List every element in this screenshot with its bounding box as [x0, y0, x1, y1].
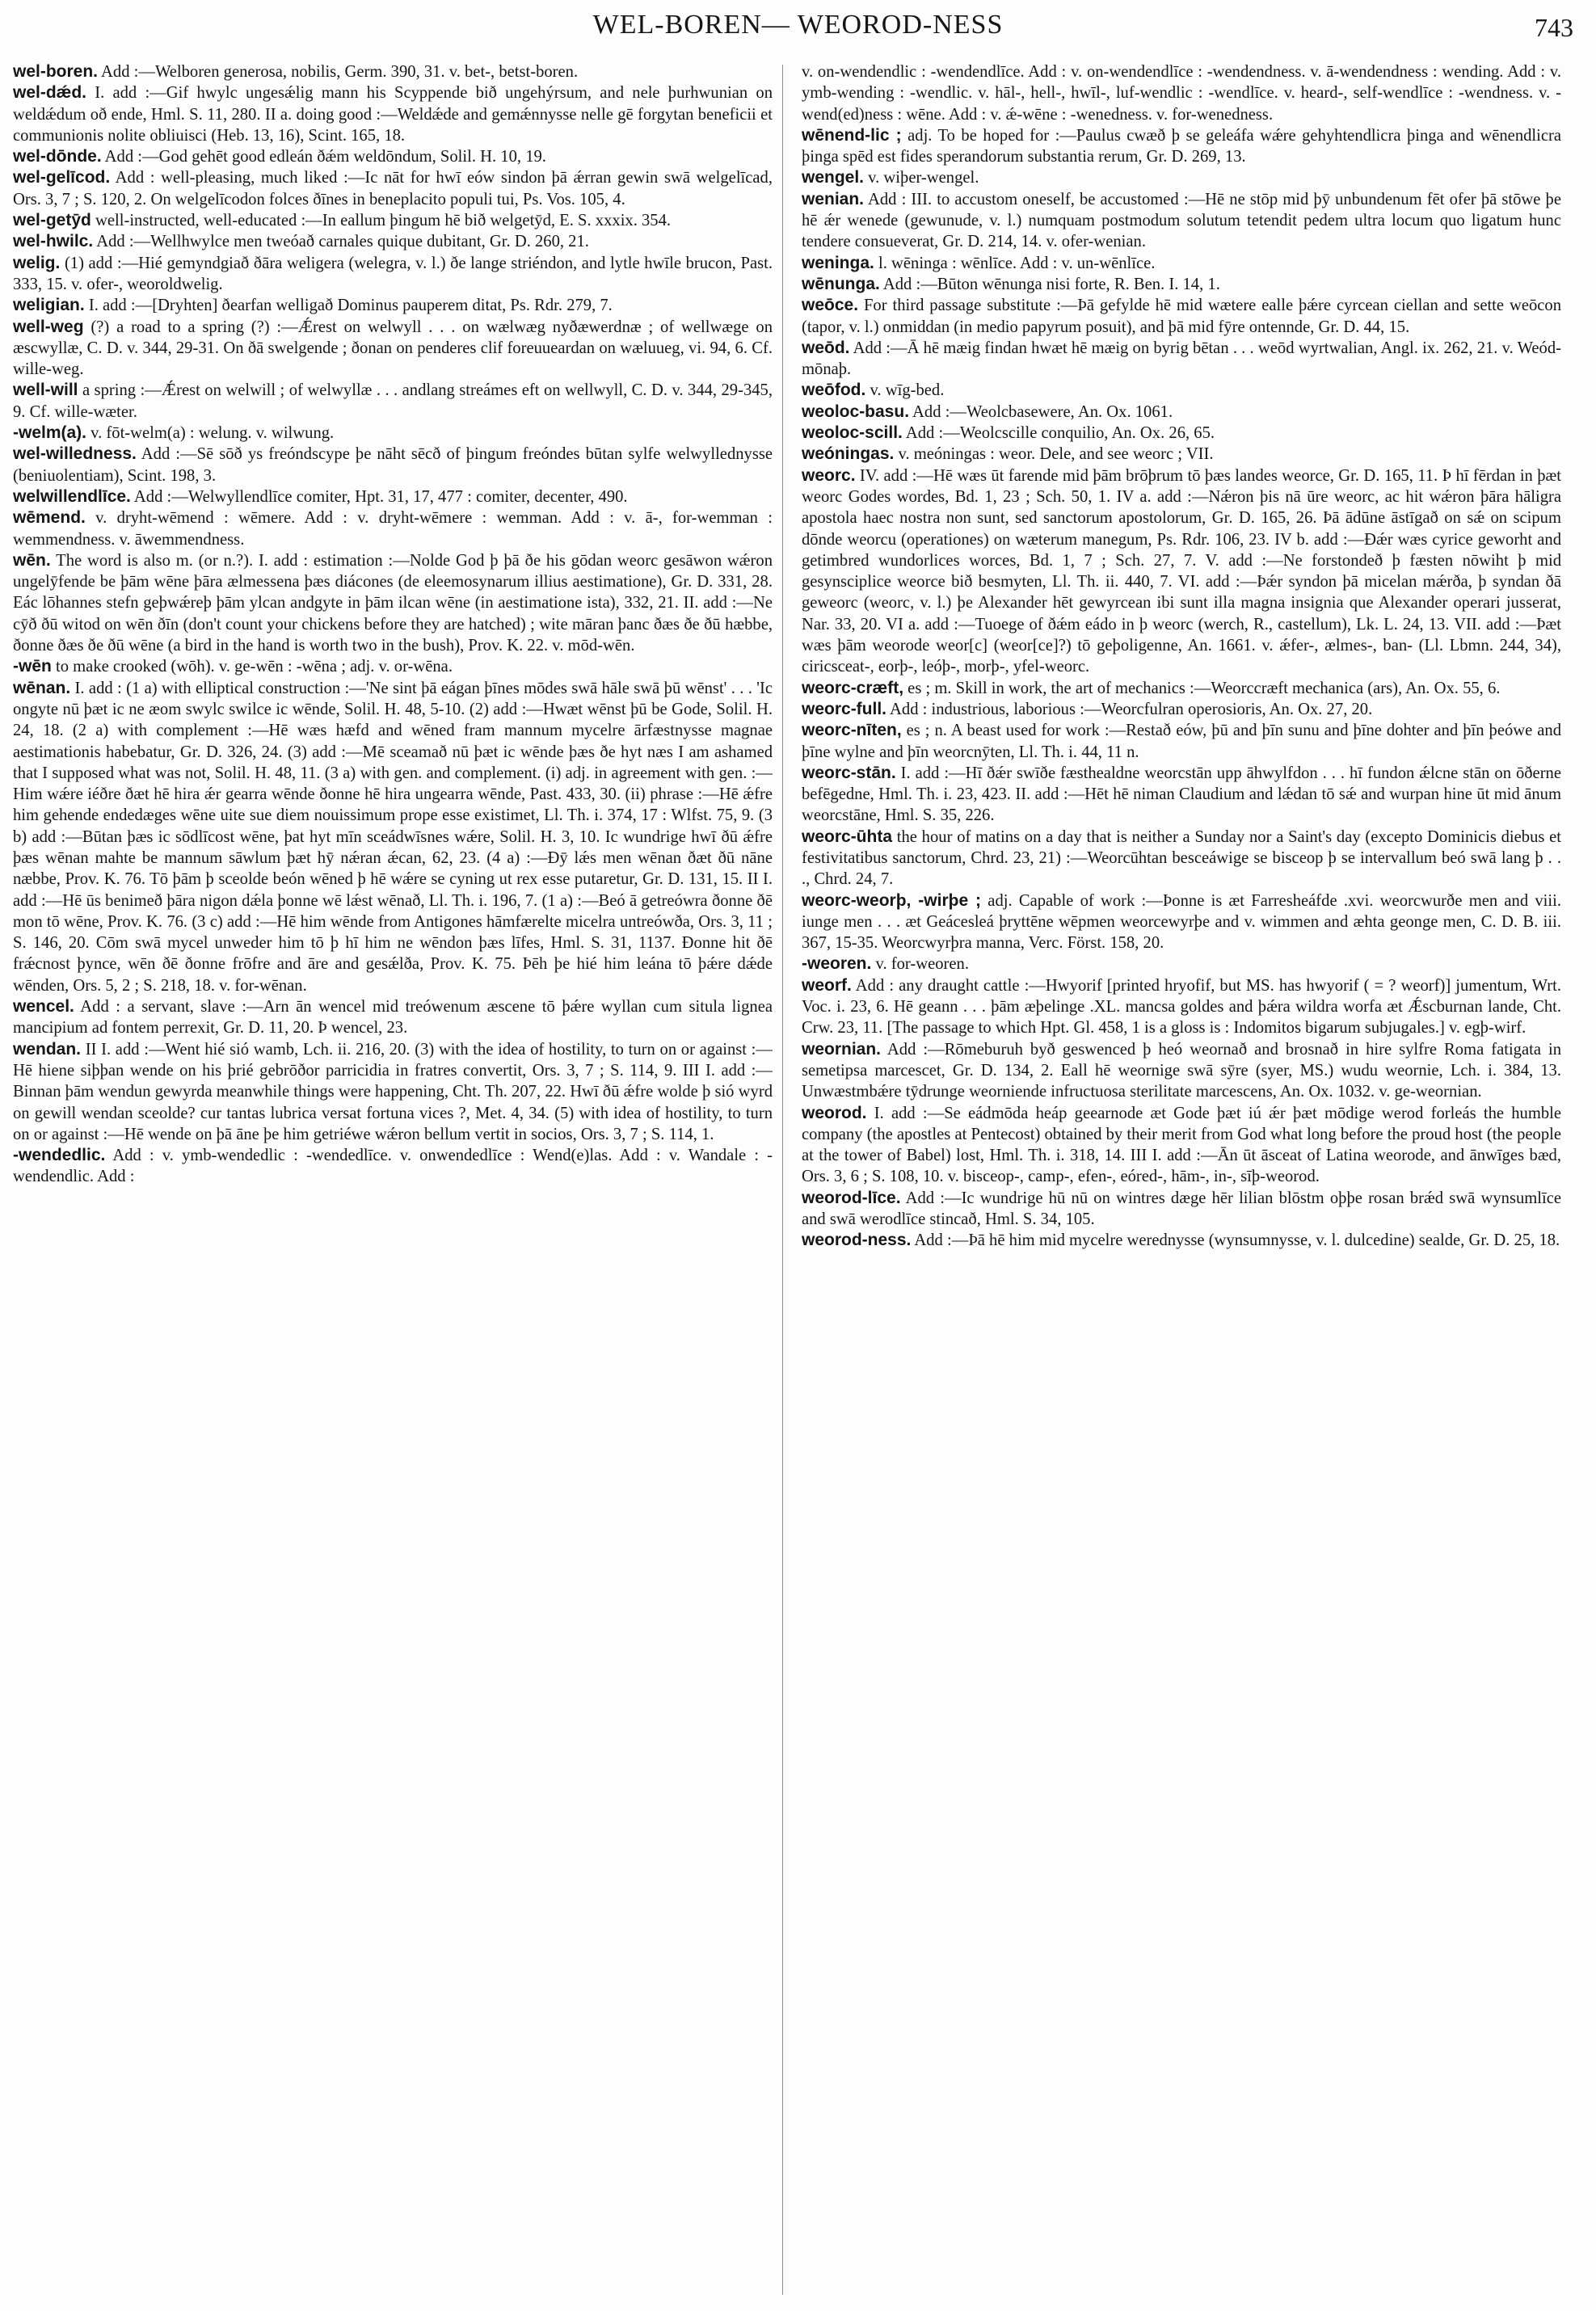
dictionary-entry	[802, 189, 1561, 253]
dictionary-entry	[802, 1230, 1561, 1251]
entry-text: es ; n. A beast used for work :—Restað eów, þū and þīn sunu and þīne dohter and þīn þeówe and þīne wylne and þīn weorcnȳten, Ll. Th. i. 44, 11 n.	[802, 722, 1561, 761]
entry-headword: weorod-ness.	[802, 1231, 912, 1250]
dictionary-entry	[802, 1188, 1561, 1231]
entry-headword: weōd.	[802, 338, 850, 357]
entry-headword: weóningas.	[802, 444, 895, 464]
dictionary-entry	[802, 402, 1561, 423]
dictionary-entry	[802, 720, 1561, 763]
dictionary-entry	[13, 380, 773, 423]
entry-text: Add :—Rōmeburuh byð geswenced þ heó weornað and brosnað in hire sylfre Roma fatigata in semetipsa marcescet, Gr. D. 134, 2. Eall hē weornige swā sȳre (syer, MS.) wudu weornie, Lch. i. 384, 13. Unwæstmbǽre tȳdrunge weorniende infructuosa sterilitate marcescens, An. Ox. 1032. v. ge-weornian.	[802, 1040, 1561, 1101]
dictionary-entry	[13, 231, 773, 252]
entry-text: l. wēninga : wēnlīce. Add : v. un-wēnlīce.	[874, 254, 1156, 272]
entry-text: v. for-weoren.	[871, 955, 969, 974]
entry-headword: weorc-ūhta	[802, 827, 893, 846]
entry-headword: wel-willedness.	[13, 444, 137, 464]
entry-headword: wēmend.	[13, 508, 86, 528]
entry-text: v. fōt-welm(a) : welung. v. wilwung.	[86, 424, 335, 443]
dictionary-entry	[802, 274, 1561, 295]
entry-text: the hour of matins on a day that is neither a Sunday nor a Saint's day (excepto Dominicis diebus et festivitatibus sanctorum, Chrd. 23, 21) :—Weorcūhtan besceáwige se bisceop þ se intervallum beó swā lang þ . . ., Chrd. 24, 7.	[802, 827, 1561, 889]
dictionary-entry	[802, 444, 1561, 465]
left-column	[13, 61, 773, 2300]
dictionary-entry	[13, 423, 773, 444]
running-head	[0, 5, 1596, 42]
dictionary-entry	[802, 338, 1561, 381]
entry-headword: weorc-full.	[802, 699, 887, 718]
entry-text: Add :—Būton wēnunga nisi forte, R. Ben. I. 14, 1.	[879, 275, 1220, 293]
entry-text: Add :—Þā hē him mid mycelre werednysse (wynsumnysse, v. l. dulcedine) sealde, Gr. D. 25, 18.	[911, 1231, 1560, 1250]
dictionary-entry	[802, 295, 1561, 338]
entry-headword: -welm(a).	[13, 423, 87, 443]
page-number: 743	[1535, 13, 1573, 42]
dictionary-entry	[802, 61, 1561, 125]
entry-headword: weōce.	[802, 296, 859, 315]
entry-headword: wendan.	[13, 1039, 82, 1059]
dictionary-entry	[802, 380, 1561, 401]
entry-headword: well-will	[13, 381, 78, 400]
entry-text: a spring :—Ǽrest on welwill ; of welwyllæ . . . andlang streámes eft on wellwyll, C. D. v. 344, 29-345, 9. Cf. wille-wæter.	[13, 381, 773, 421]
entry-text: I. add :—Gif hwylc ungesǽlig mann his Scyppende bið ungehýrsum, and nele þurhwunian on weldǽdum oð ende, Hml. S. 11, 280. II a. doing good :—Weldǽde and gemǽnnysse nelle gē forgytan beneficii et communionis nolite obliuisci (Heb. 13, 16), Scint. 165, 18.	[13, 84, 773, 145]
entry-headword: wel-getȳd	[13, 211, 91, 230]
entry-text: Add : III. to accustom oneself, be accustomed :—Hē ne stōp mid þȳ unbundenum fēt ofer þā stōwe þe hē ǽr wenede (gewunude, v. l.) numquam postmodum solutum tetendit pedem ultra locum quo ligatum hunc tendere consueverat, Gr. D. 214, 14. v. ofer-wenian.	[802, 190, 1561, 251]
entry-text: Add :—Ic wundrige hū nū on wintres dæge hēr lilian blōstm oþþe rosan brǽd swā wynsumlīce and swā werodlīce stincað, Hml. S. 34, 105.	[802, 1189, 1561, 1229]
entry-headword: weninga.	[802, 253, 874, 272]
dictionary-entry	[802, 423, 1561, 444]
entry-headword: weorf.	[802, 975, 852, 995]
entry-headword: wenian.	[802, 189, 865, 208]
entry-headword: weornian.	[802, 1039, 882, 1059]
entry-headword: wel-boren.	[13, 62, 99, 81]
entry-headword: weorc-weorþ, -wirþe ;	[802, 890, 982, 910]
entry-text: es ; m. Skill in work, the art of mechanics :—Weorccræft mechanica (ars), An. Ox. 55, 6.	[903, 679, 1501, 697]
entry-text: I. add :—Hī ðǽr swīðe fæsthealdne weorcstān upp āhwylfdon . . . hī fundon ǽlcne stān on ōðerne befēgedne, Hml. Th. i. 23, 423. II. add :—Hēt hē niman Claudium and lǽdan tō sǽ and wurpan hine ūt mid ānum weorcstāne, Hml. S. 35, 226.	[802, 764, 1561, 825]
dictionary-entry	[13, 82, 773, 146]
entry-text: to make crooked (wōh). v. ge-wēn : -wēna ; adj. v. or-wēna.	[51, 658, 453, 676]
entry-text: Add :—Ā hē mæig findan hwæt hē mæig on byrig bētan . . . weōd wyrtwalian, Angl. ix. 262, 21. v. Weód-mōnaþ.	[802, 339, 1561, 379]
entry-headword: wēnend-lic ;	[802, 125, 902, 145]
entry-text: II I. add :—Went hié sió wamb, Lch. ii. 216, 20. (3) with the idea of hostility, to turn on or against :—Hē hiene siþþan wende on his þrié gebrōðor parricidia in fratres convertit, Ors. 3, 7 ; S. 114, 9. III I. add :—Binnan þām wendun gewyrda meanwhile things were happening, Cht. Th. 207, 22. Hwī ðū ǽfre wolde þ sió wyrd on gewill wendan sceolde? cur tantas lubrica versat fortuna vices ?, Met. 4, 34. (5) with idea of hostility, to turn on or against :—Hē wende on þā āne þe him getriéwe wǽron bellum vertit in socios, Ors. 3, 7 ; S. 114, 1.	[13, 1040, 773, 1143]
dictionary-entry	[802, 678, 1561, 699]
entry-headword: weligian.	[13, 296, 85, 315]
dictionary-entry	[13, 678, 773, 996]
entry-text: adj. Capable of work :—Þonne is æt Farresheáfde .xvi. weorcwurðe men and viii. iunge men . . . æt Geácesleá þryttēne wēpmen weorcewyrþe and v. wimmen and æhta geonge men, C. D. B. iii. 367, 15-35. Weorcwyrþra manna, Verc. Först. 158, 20.	[802, 891, 1561, 953]
entry-headword: -wendedlic.	[13, 1146, 106, 1165]
dictionary-entry	[13, 210, 773, 231]
entry-text: I. add :—Se eádmōda heáp geearnode æt Gode þæt iú ǽr þæt mōdige werod forleás the humble company (the apostles at Pentecost) obtained by their merit from God what long before the proud host (the people at the tower of Babel) lost, Hml. Th. i. 318, 14. III I. add :—Ān ūt āsceat of Latina weorode, and ānwīges bæd, Ors. 3, 6 ; S. 108, 10. v. bisceop-, camp-, efen-, eóred-, hām-, in-, sīþ-weorod.	[802, 1104, 1561, 1186]
entry-headword: wel-dōnde.	[13, 147, 102, 166]
dictionary-entry	[13, 146, 773, 167]
dictionary-entry	[802, 167, 1561, 188]
entry-headword: weorod-līce.	[802, 1188, 901, 1207]
entry-text: Add :—Weolcscille conquilio, An. Ox. 26, 65.	[902, 424, 1215, 443]
entry-headword: weorc-stān.	[802, 763, 896, 782]
right-column	[802, 61, 1561, 2300]
entry-headword: wēnan.	[13, 678, 71, 697]
entry-headword: wel-hwilc.	[13, 232, 94, 251]
dictionary-entry	[13, 486, 773, 507]
entry-headword: wel-gelīcod.	[13, 168, 111, 187]
dictionary-entry	[13, 656, 773, 677]
entry-headword: weorc-nīten,	[802, 721, 902, 740]
entry-headword: weoloc-basu.	[802, 402, 910, 421]
entry-text: v. dryht-wēmend : wēmere. Add : v. dryht-wēmere : wemman. Add : v. ā-, for-wemman : wemmendness. v. āwemmendness.	[13, 509, 773, 549]
dictionary-entry	[802, 125, 1561, 168]
entry-headword: weorc.	[802, 465, 856, 485]
entry-headword: wēn.	[13, 550, 51, 570]
entry-headword: welwillendlīce.	[13, 486, 131, 506]
entry-text: Add : industrious, laborious :—Weorcfulran operosioris, An. Ox. 27, 20.	[886, 700, 1373, 718]
entry-headword: -wēn	[13, 657, 52, 676]
dictionary-entry	[13, 317, 773, 381]
entry-headword: weorc-cræft,	[802, 678, 904, 697]
entry-headword: well-weg	[13, 317, 84, 336]
entry-text: IV. add :—Hē wæs ūt farende mid þām brōþrum tō þæs landes weorce, Gr. D. 165, 11. Þ hī fērdan in þæt weorc Godes wordes, Bd. 1, 23 ; Sch. 50, 1. IV a. add :—Nǽron þis nā ūre weorc, ac hit wǽron þāra hāligra apostola haec nostra non sunt, sed sanctorum apostolorum, Gr. D. 165, 26. Þā ādūne āstīgað on sǽ on scipum dōnde weorcu (operationes) on wæterum manegum, Ps. Rdr. 106, 23. IV b. add :—Ðǽr wæs cyrice geworht and getimbred wundorlices worces, Bd. 1, 7 ; Sch. 27, 7. V. add :—Ne forstondeð þ fæsten nōwiht þ mid gesynsciplice weorce bið besmyten, Ll. Th. ii. 440, 7. VI. add :—Þǽr syndon þā micelan mǽrða, þ syndan ðā geweorc (weorc, v. l.) þe Alexander hēt gewyrcean ibi sunt illa magna insignia que Alexander operari jusserat, Nar. 33, 20. VI a. add :—Tuoege of ðǽm eádo in þ weorc (werch, R., castellum), Lk. L. 24, 13. VII. add :—Þæt wæs þām weorode weor[c] (weor[ce]?) tō geþoligenne, An. 1661. v. ǽfer-, ælmes-, ban- (Ll. Lbmn. 244, 34), ciricsceat-, eorþ-, leóþ-, morþ-, yfel-weorc.	[802, 466, 1561, 676]
dictionary-entry	[13, 253, 773, 296]
entry-headword: wēnunga.	[802, 274, 880, 293]
dictionary-entry	[802, 465, 1561, 678]
entry-text: v. meóningas : weor. Dele, and see weorc ; VII.	[894, 445, 1214, 464]
dictionary-entry	[802, 827, 1561, 890]
entry-headword: welig.	[13, 253, 61, 272]
dictionary-entry	[13, 507, 773, 550]
entry-text: well-instructed, well-educated :—In eallum þingum hē bið welgetȳd, E. S. xxxix. 354.	[91, 212, 672, 230]
dictionary-entry	[802, 699, 1561, 720]
dictionary-entry	[13, 550, 773, 656]
entry-headword: weōfod.	[802, 381, 866, 400]
entry-text: Add :—God gehēt good edleán ðǽm weldōndum, Solil. H. 10, 19.	[101, 148, 546, 166]
entry-text: I. add : (1 a) with elliptical construction :—'Ne sint þā eágan þīnes mōdes swā hāle swā þū wēnst' . . . 'Ic ongyte nū þæt ic ne æom swylc swilce ic wēnde, Solil. H. 48, 5-10. (2) add :—Hwæt wēnst þū be Gode, Solil. H. 24, 18. (2 a) with complement :—Hē wæs hæfd and wēned fram mannum mycelre ārfæstnysse magnae aestimationis habebatur, Gr. D. 326, 24. (3) add :—Mē sceamað nū þæt ic wēnde þæs ðe hyt næs I am ashamed that I supposed what was not, Solil. H. 48, 11. (3 a) with gen. and complement. (i) adj. in agreement with gen. :—Him wǽre iéðre ðæt hē hira ǽr gearra wēnde ðonne hē hira ungearra wēnde, Past. 433, 30. (ii) phrase :—Hē ǽfre him gehende endedæges wēne uite sue diem nouissimum prope esse existimet, Ll. Th. i. 374, 17 : Wlfst. 75, 9. (3 b) add :—Būtan þæs ic sōdlīcost wēne, þat hyt mīn sceádwīsnes wǽre, Solil. H. 3, 10. Ic wundrige hwī ðū ǽfre þæs wēnan mahte be mannum sāwlum þæt hȳ nǽran ǽcan, 62, 23. (4 a) :—Ðȳ lǽs men wēnan ðæt ðū nāne næbbe, Prov. K. 76. Tō þām þ sceolde beón wēned þ hē wǽre se cyning ut rex esse putaretur, Gr. D. 131, 15. II I. add :—Hē ūs benimeð þāra nigon dǽla þonne wē lǽst wēnað, Ll. Th. i. 196, 7. (1 a) :—Beó ā getreówra ðonne ðē mon tō wēne, Prov. K. 76. (3 c) add :—Hē him wēnde from Antigones hāmfærelte micelra untreówða, Ors. 3, 11 ; S. 146, 20. Cōm swā mycel unweder him tō þ hī him ne wēndon þæs līfes, Hml. S. 31, 1137. Ðonne hit ðē frǽcnost þynce, wēn ðē ðonne frōfre and āre and gesǽlða, Prov. K. 75. Þēh þe hié him leána tō þǽre dǽde wēnden, Ors. 5, 2 ; S. 218, 18. v. for-wēnan.	[13, 679, 773, 995]
entry-text: Add : any draught cattle :—Hwyorif [printed hryofif, but MS. has hwyorif ( = ? weorf)] jumentum, Wrt. Voc. i. 23, 6. Hē geann . . . þām æþelinge .XL. mancsa goldes and þǽra wildra worfa æt Ǽscburnan lande, Cht. Crw. 23, 11. [The passage to which Hpt. Gl. 458, 1 is a gloss is : Indomitos bigarum subjugales.] v. egþ-wirf.	[802, 976, 1561, 1038]
entry-text: Add : well-pleasing, much liked :—Ic nāt for hwī eów sindon þā ǽrran gewin swā welgelīcad, Ors. 3, 7 ; S. 120, 2. On welgelīcodon folces ðīnes in beneplacito populi tui, Ps. Vos. 105, 4.	[13, 169, 773, 208]
dictionary-entry	[802, 953, 1561, 974]
entry-text: Add :—Wellhwylce men tweóað carnales quique dubitant, Gr. D. 260, 21.	[93, 233, 589, 251]
entry-text: For third passage substitute :—Þā gefylde hē mid wætere ealle þǽre cyrcean ciellan and sette weōcon (tapor, v. l.) onmiddan (in medio papyrum posuit), and þā mid fȳre ontennde, Gr. D. 44, 15.	[802, 297, 1561, 336]
entry-text: (1) add :—Hié gemyndgiað ðāra weligera (welegra, v. l.) ðe lange striéndon, and lytle hwīle brucon, Past. 333, 15. v. ofer-, weoroldwelig.	[13, 254, 773, 293]
entry-text: I. add :—[Dryhten] ðearfan welligað Dominus pauperem ditat, Ps. Rdr. 279, 7.	[84, 297, 613, 315]
entry-text: Add :—Sē sōð ys freóndscype þe nāht sēcð of þingum freóndes būtan sylfe welwyllednysse (beniuolentiam), Scint. 198, 3.	[13, 445, 773, 485]
entry-headword: wel-dǽd.	[13, 83, 87, 103]
dictionary-entry	[802, 975, 1561, 1039]
column-divider	[782, 65, 783, 2295]
dictionary-entry	[13, 295, 773, 316]
entry-text: Add :—Welboren generosa, nobilis, Germ. 390, 31. v. bet-, betst-boren.	[98, 63, 579, 81]
entry-headword: -weoren.	[802, 954, 872, 974]
entry-text: The word is also m. (or n.?). I. add : estimation :—Nolde God þ þā ðe his gōdan weorc gesāwon wǽron ungelȳfende be þām wēne þāra ælmessena þæs diácones (de eleemosynarum illius aestimatione), Gr. D. 331, 28. Eác lōhannes stefn geþwǽreþ þām ylcan andgyte in þām ilcan wēne (in aestimatione ista), 332, 21. II. add :—Ne cȳð ðū witod on wēn ðīn (don't count your chickens before they are hatched) ; wite māran þanc ðæs ðe ðū hæbbe, ðonne ðæs ðe ðū wēne (a bird in the hand is worth two in the bush), Prov. K. 22. v. mōd-wēn.	[13, 551, 773, 655]
dictionary-entry	[13, 167, 773, 210]
entry-headword: weoloc-scill.	[802, 423, 903, 443]
dictionary-entry	[802, 253, 1561, 274]
entry-text: v. wiþer-wengel.	[864, 169, 979, 187]
dictionary-entry	[802, 763, 1561, 827]
entry-text: v. wīg-bed.	[865, 381, 945, 400]
dictionary-entry	[802, 890, 1561, 954]
entry-text: Add :—Welwyllendlīce comiter, Hpt. 31, 17, 477 : comiter, decenter, 490.	[130, 487, 628, 506]
entry-text: Add : v. ymb-wendedlic : -wendedlīce. v. onwendedlīce : Wend(e)las. Add : v. Wandale : -wendendlic. Add :	[13, 1147, 773, 1186]
dictionary-entry	[802, 1039, 1561, 1103]
entry-headword: weorod.	[802, 1103, 867, 1122]
dictionary-entry	[13, 444, 773, 486]
dictionary-entry	[802, 1103, 1561, 1188]
dictionary-entry	[13, 61, 773, 82]
entry-headword: wengel.	[802, 168, 865, 187]
entry-text: v. on-wendendlic : -wendendlīce. Add : v. on-wendendlīce : -wendendness. v. ā-wendendness : wending. Add : v. ymb-wending : -wendlic. v. hāl-, hell-, hwīl-, luf-wendlic : -wendlīce. v. heard-, self-wendlīce : -wendness. v. -wend(ed)ness : wēne. Add : v. ǽ-wēne : -wenedness. v. for-wenedness.	[802, 63, 1561, 124]
entry-text: Add : a servant, slave :—Arn ān wencel mid treówenum æscene tō þǽre wyllan cum situla lignea mancipium ad fontem perrexit, Gr. D. 11, 20. Þ wencel, 23.	[13, 998, 773, 1038]
entry-text: (?) a road to a spring (?) :—Ǽrest on welwyll . . . on wælwæg nyðæwerdnæ ; of wellwæge on æscwyllæ, C. D. v. 344, 29-31. On ðā swelgende ; ðonan on penderes clif foreuueardan on wæluueg, vi. 94, 6. Cf. wille-weg.	[13, 318, 773, 379]
entry-headword: wencel.	[13, 997, 74, 1017]
dictionary-entry	[13, 1145, 773, 1188]
dictionary-entry	[13, 996, 773, 1039]
dictionary-entry	[13, 1039, 773, 1145]
entry-text: adj. To be hoped for :—Paulus cwæð þ se geleáfa wǽre gehyhtendlicra þinga and wēnendlicra þinga spēd est fides sperandorum substantia rerum, Gr. D. 269, 13.	[802, 126, 1561, 166]
entry-text: Add :—Weolcbasewere, An. Ox. 1061.	[909, 402, 1173, 421]
page-title: WEL-BOREN— WEOROD-NESS	[592, 10, 1004, 40]
